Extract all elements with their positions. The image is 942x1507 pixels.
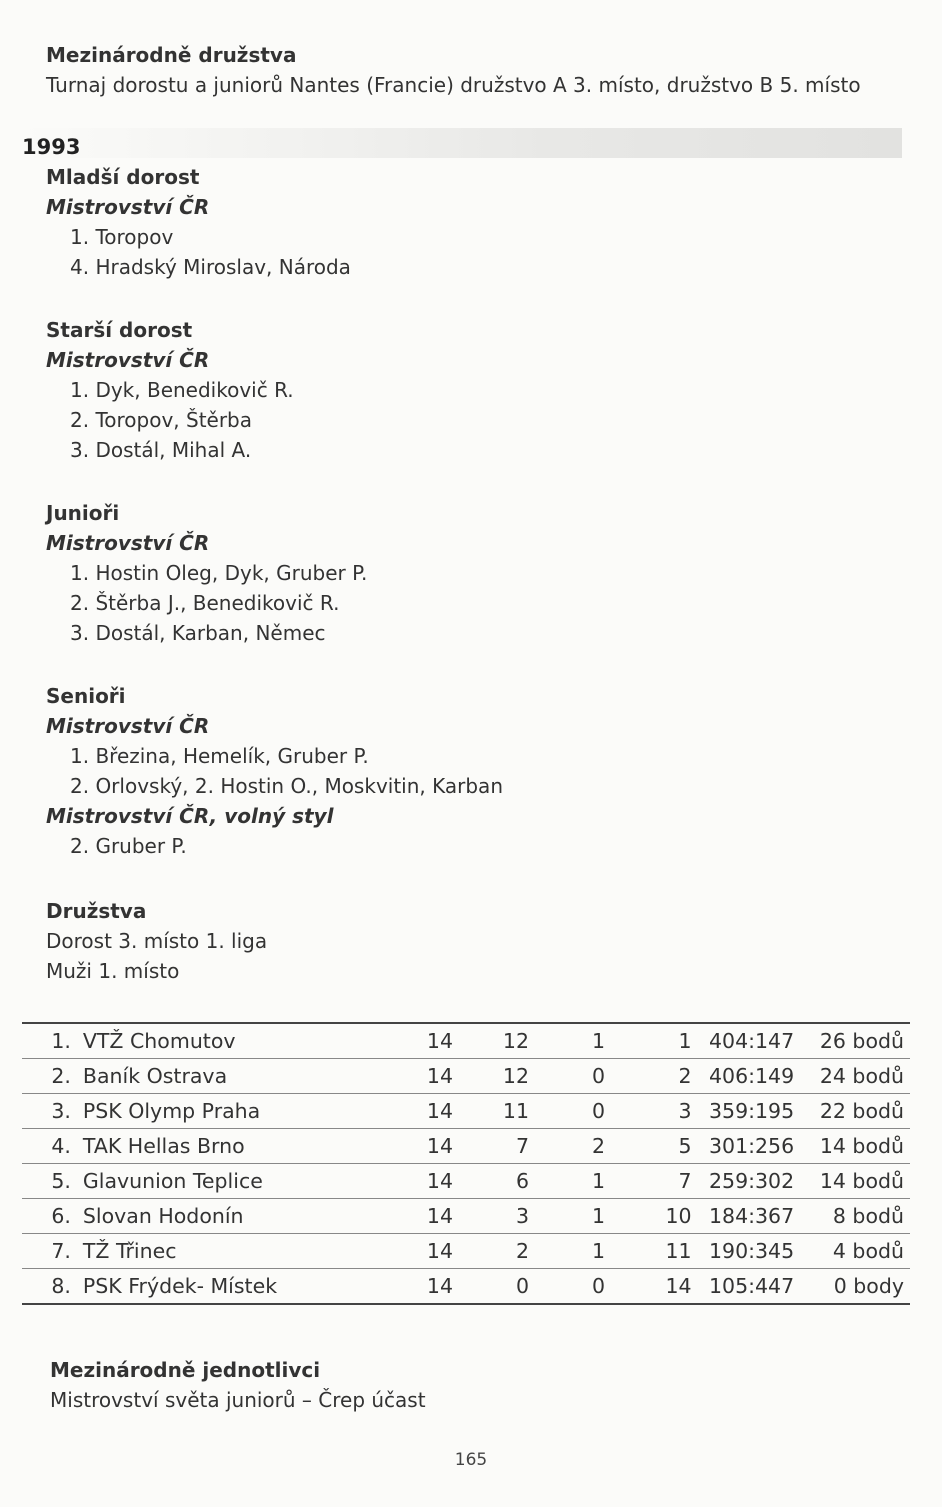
score-cell: 301:256	[698, 1129, 801, 1164]
score-cell: 190:345	[698, 1234, 801, 1269]
result-line: 1. Březina, Hemelík, Gruber P.	[70, 744, 369, 768]
draws-cell: 1	[535, 1234, 611, 1269]
points-cell: 14 bodů	[800, 1164, 910, 1199]
outro-block	[50, 1355, 426, 1415]
losses-cell: 7	[611, 1164, 698, 1199]
rank-cell: 8.	[22, 1269, 77, 1305]
draws-cell: 0	[535, 1059, 611, 1094]
score-cell: 406:149	[698, 1059, 801, 1094]
wins-cell: 6	[459, 1164, 535, 1199]
draws-cell: 1	[535, 1199, 611, 1234]
team-cell: Baník Ostrava	[77, 1059, 396, 1094]
wins-cell: 12	[459, 1023, 535, 1059]
losses-cell: 14	[611, 1269, 698, 1305]
matches-cell: 14	[396, 1059, 459, 1094]
matches-cell: 14	[396, 1094, 459, 1129]
section-heading: Junioři	[46, 501, 120, 525]
wins-cell: 11	[459, 1094, 535, 1129]
points-cell: 14 bodů	[800, 1129, 910, 1164]
page-number: 165	[454, 1450, 488, 1470]
draws-cell: 0	[535, 1269, 611, 1305]
rank-cell: 3.	[22, 1094, 77, 1129]
losses-cell: 5	[611, 1129, 698, 1164]
team-line: Muži 1. místo	[46, 959, 180, 983]
points-cell: 24 bodů	[800, 1059, 910, 1094]
losses-cell: 2	[611, 1059, 698, 1094]
rank-cell: 5.	[22, 1164, 77, 1199]
table-row	[22, 1059, 910, 1094]
section-heading: Družstva	[46, 899, 147, 923]
points-cell: 8 bodů	[800, 1199, 910, 1234]
matches-cell: 14	[396, 1023, 459, 1059]
score-cell: 105:447	[698, 1269, 801, 1305]
outro-text: Mistrovství světa juniorů – Črep účast	[50, 1388, 426, 1412]
draws-cell: 1	[535, 1164, 611, 1199]
points-cell: 22 bodů	[800, 1094, 910, 1129]
losses-cell: 1	[611, 1023, 698, 1059]
section-starsi-dorost	[46, 315, 294, 465]
section-heading: Mladší dorost	[46, 165, 200, 189]
result-line: 2. Gruber P.	[70, 834, 187, 858]
section-subheading: Mistrovství ČR	[46, 531, 210, 555]
matches-cell: 14	[396, 1269, 459, 1305]
year-band	[22, 128, 902, 158]
result-line: 2. Toropov, Štěrba	[70, 408, 253, 432]
wins-cell: 7	[459, 1129, 535, 1164]
section-druzstva	[46, 896, 267, 986]
table-row	[22, 1094, 910, 1129]
result-line: 4. Hradský Miroslav, Národa	[70, 255, 351, 279]
section-heading: Starší dorost	[46, 318, 193, 342]
team-cell: PSK Olymp Praha	[77, 1094, 396, 1129]
wins-cell: 3	[459, 1199, 535, 1234]
team-cell: Glavunion Teplice	[77, 1164, 396, 1199]
result-line: 3. Dostál, Karban, Němec	[70, 621, 326, 645]
section-seniori	[46, 681, 503, 861]
wins-cell: 2	[459, 1234, 535, 1269]
rank-cell: 2.	[22, 1059, 77, 1094]
team-cell: VTŽ Chomutov	[77, 1023, 396, 1059]
result-line: 2. Orlovský, 2. Hostin O., Moskvitin, Karban	[70, 774, 503, 798]
year-heading: 1993	[22, 135, 81, 159]
intro-heading: Mezinárodně družstva	[46, 43, 297, 67]
team-cell: TŽ Třinec	[77, 1234, 396, 1269]
section-subheading: Mistrovství ČR	[46, 195, 210, 219]
table-row	[22, 1023, 910, 1059]
losses-cell: 3	[611, 1094, 698, 1129]
score-cell: 184:367	[698, 1199, 801, 1234]
result-line: 1. Toropov	[70, 225, 174, 249]
draws-cell: 1	[535, 1023, 611, 1059]
result-line: 1. Hostin Oleg, Dyk, Gruber P.	[70, 561, 368, 585]
score-cell: 359:195	[698, 1094, 801, 1129]
section-subheading: Mistrovství ČR	[46, 714, 210, 738]
draws-cell: 0	[535, 1094, 611, 1129]
intro-block	[46, 40, 861, 100]
team-cell: Slovan Hodonín	[77, 1199, 396, 1234]
result-line: 1. Dyk, Benedikovič R.	[70, 378, 294, 402]
score-cell: 404:147	[698, 1023, 801, 1059]
section-subheading-freestyle: Mistrovství ČR, volný styl	[46, 804, 334, 828]
table-row	[22, 1129, 910, 1164]
section-juniori	[46, 498, 367, 648]
result-line: 3. Dostál, Mihal A.	[70, 438, 252, 462]
losses-cell: 11	[611, 1234, 698, 1269]
points-cell: 4 bodů	[800, 1234, 910, 1269]
league-table	[22, 1022, 910, 1305]
matches-cell: 14	[396, 1234, 459, 1269]
section-heading: Senioři	[46, 684, 126, 708]
matches-cell: 14	[396, 1199, 459, 1234]
points-cell: 26 bodů	[800, 1023, 910, 1059]
result-line: 2. Štěrba J., Benedikovič R.	[70, 591, 340, 615]
rank-cell: 6.	[22, 1199, 77, 1234]
wins-cell: 0	[459, 1269, 535, 1305]
intro-text: Turnaj dorostu a juniorů Nantes (Francie) družstvo A 3. místo, družstvo B 5. místo	[46, 73, 861, 97]
points-cell: 0 body	[800, 1269, 910, 1305]
rank-cell: 4.	[22, 1129, 77, 1164]
team-cell: PSK Frýdek- Místek	[77, 1269, 396, 1305]
matches-cell: 14	[396, 1129, 459, 1164]
score-cell: 259:302	[698, 1164, 801, 1199]
wins-cell: 12	[459, 1059, 535, 1094]
losses-cell: 10	[611, 1199, 698, 1234]
rank-cell: 7.	[22, 1234, 77, 1269]
team-cell: TAK Hellas Brno	[77, 1129, 396, 1164]
table-row	[22, 1234, 910, 1269]
table-row	[22, 1199, 910, 1234]
team-line: Dorost 3. místo 1. liga	[46, 929, 268, 953]
rank-cell: 1.	[22, 1023, 77, 1059]
draws-cell: 2	[535, 1129, 611, 1164]
outro-heading: Mezinárodně jednotlivci	[50, 1358, 321, 1382]
section-mladsi-dorost	[46, 162, 351, 282]
matches-cell: 14	[396, 1164, 459, 1199]
table-row	[22, 1269, 910, 1305]
section-subheading: Mistrovství ČR	[46, 348, 210, 372]
table-row	[22, 1164, 910, 1199]
